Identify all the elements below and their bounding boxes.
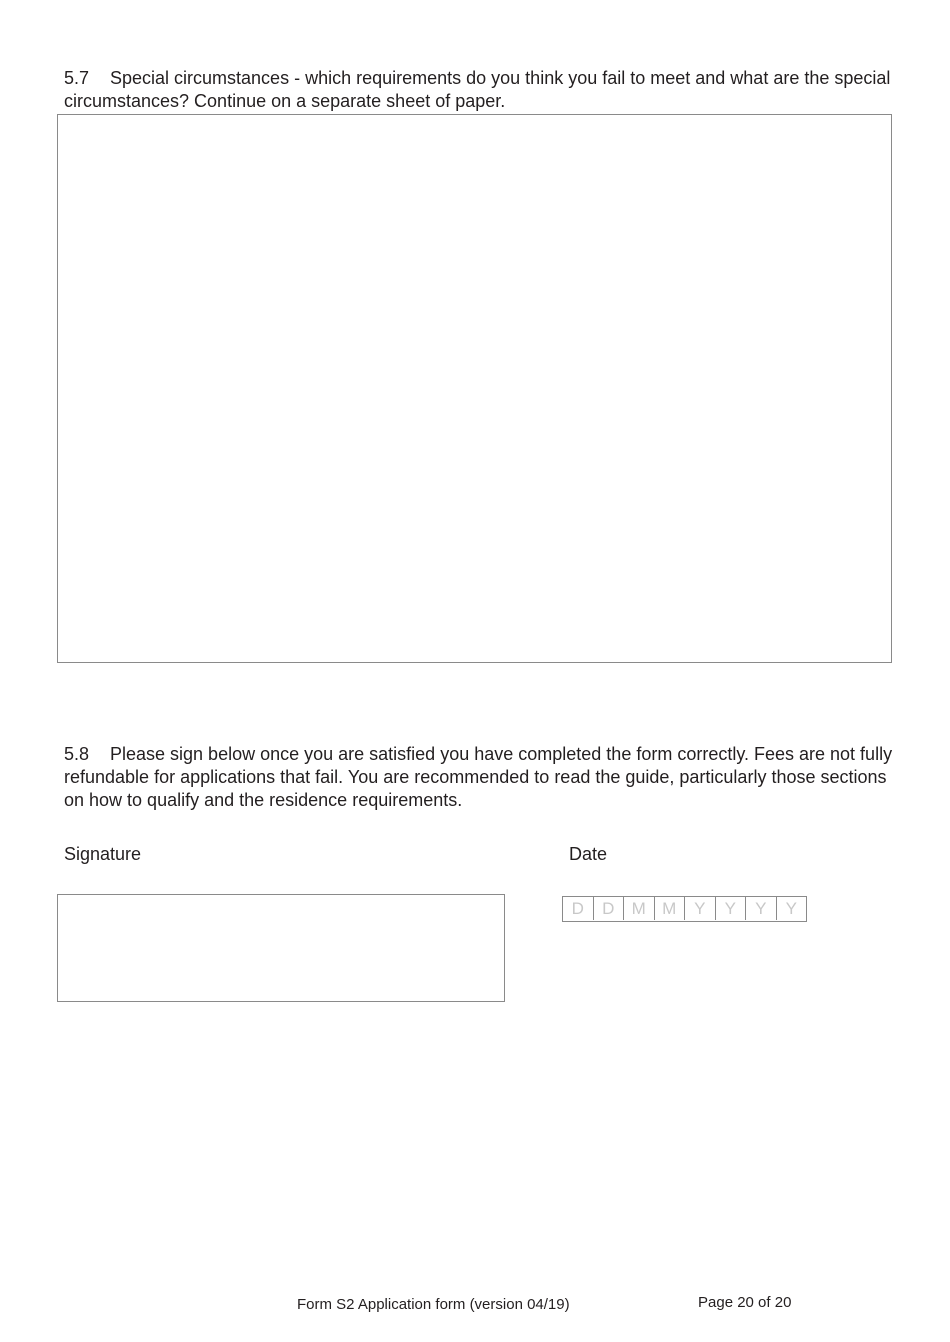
date-day-digit-2[interactable]: D (594, 897, 625, 920)
date-day-digit-1[interactable]: D (563, 897, 594, 920)
question-5-7-text: Special circumstances - which requirements do you think you fail to meet and what are the special circumstances? Continue on a separate sheet of paper. (64, 68, 891, 111)
date-year-digit-2[interactable]: Y (716, 897, 747, 920)
date-label: Date (569, 844, 608, 864)
special-circumstances-textarea[interactable] (57, 114, 892, 663)
date-year-digit-1[interactable]: Y (685, 897, 716, 920)
signature-label: Signature (64, 844, 142, 864)
question-5-8-text: Please sign below once you are satisfied you have completed the form correctly. Fees are not fully refundable for applications that fail. You are recommended to read the guide, particularly those sections on how to qualify and the residence requirements. (64, 744, 893, 810)
date-field[interactable] (562, 896, 807, 922)
footer-form-name: Form S2 Application form (version 04/19) (297, 1296, 570, 1313)
question-5-7 (64, 67, 894, 113)
footer-page-number: Page 20 of 20 (698, 1294, 792, 1311)
question-5-8-number: 5.8 (64, 744, 90, 764)
date-year-digit-3[interactable]: Y (746, 897, 777, 920)
date-year-digit-4[interactable]: Y (785, 899, 797, 918)
question-5-7-number: 5.7 (64, 68, 90, 88)
date-month-digit-2[interactable]: M (655, 897, 686, 920)
question-5-8 (64, 743, 894, 812)
date-month-digit-1[interactable]: M (624, 897, 655, 920)
signature-field[interactable] (57, 894, 505, 1002)
